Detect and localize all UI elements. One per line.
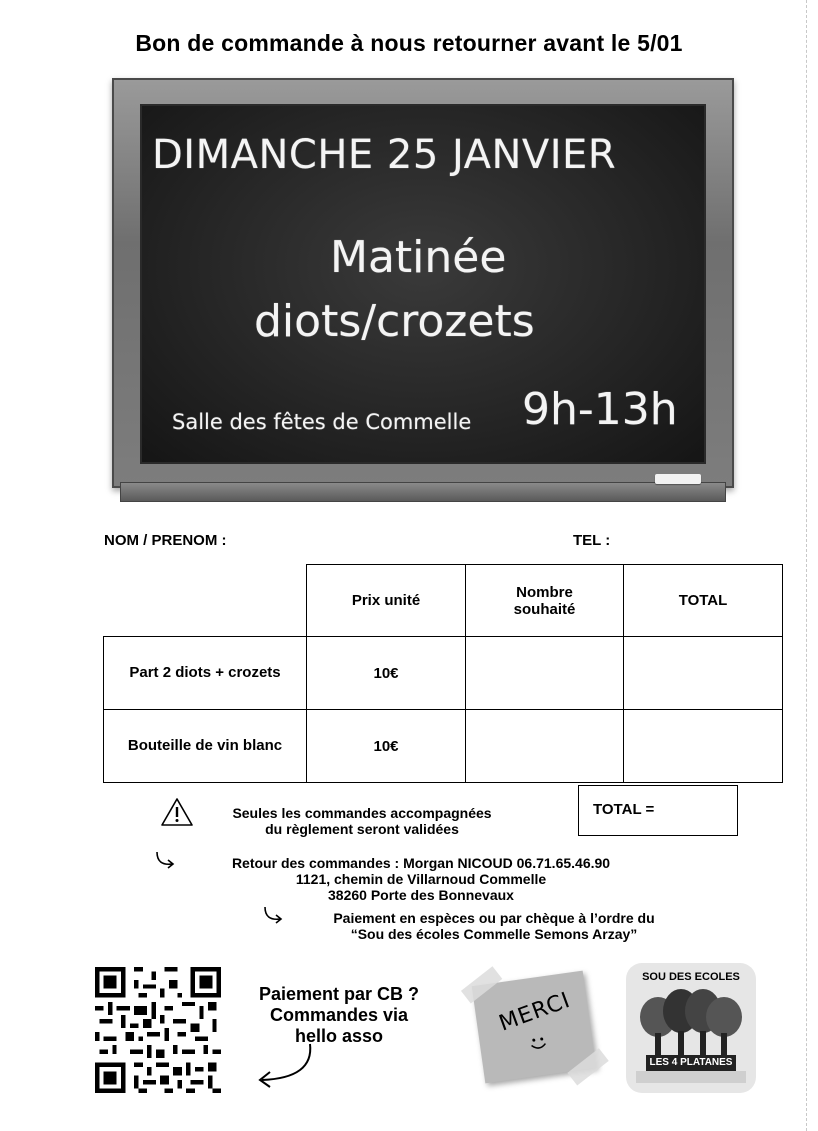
smiley-icon <box>527 1034 549 1053</box>
return-line3: 38260 Porte des Bonnevaux <box>328 887 514 903</box>
tape-strip <box>567 1048 608 1085</box>
row-quantity-cell[interactable] <box>466 710 624 783</box>
chalkboard-banner <box>112 78 734 504</box>
name-field-label: NOM / PRENOM : <box>104 532 227 549</box>
event-hours: 9h-13h <box>522 384 678 435</box>
page-edge-divider <box>806 0 807 1131</box>
merci-sticky-note <box>472 971 597 1084</box>
notice-line2: du règlement seront validées <box>265 821 459 837</box>
payment-line1: Paiement en espèces ou par chèque à l’ordre du <box>333 910 655 926</box>
notice-line1: Seules les commandes accompagnées <box>232 805 492 821</box>
table-row <box>104 710 783 783</box>
order-table <box>103 564 783 783</box>
curved-arrow-icon <box>252 1040 324 1094</box>
return-line2: 1121, chemin de Villarnoud Commelle <box>295 871 547 887</box>
payment-notice <box>196 805 528 837</box>
header-unit-price: Prix unité <box>307 565 466 637</box>
school-association-logo <box>626 963 756 1093</box>
row-price: 10€ <box>307 710 466 783</box>
tel-field-label: TEL : <box>573 532 611 549</box>
table-header-row <box>104 565 783 637</box>
header-total: TOTAL <box>624 565 783 637</box>
row-total-cell[interactable] <box>624 710 783 783</box>
event-venue: Salle des fêtes de Commelle <box>172 410 472 434</box>
cb-line1: Paiement par CB ? <box>258 984 420 1004</box>
grand-total-box[interactable] <box>578 785 738 836</box>
row-item: Bouteille de vin blanc <box>104 710 307 783</box>
tape-strip <box>461 966 502 1003</box>
payment-line2: “Sou des écoles Commelle Semons Arzay” <box>350 926 638 942</box>
event-title-line2: diots/crozets <box>254 296 535 347</box>
page-title: Bon de commande à nous retourner avant le 5/01 <box>135 30 683 56</box>
table-row <box>104 637 783 710</box>
header-quantity: Nombre souhaité <box>466 565 624 637</box>
logo-banner: LES 4 PLATANES <box>646 1055 736 1071</box>
table-corner <box>104 565 307 637</box>
qr-code[interactable] <box>95 967 221 1093</box>
payment-instructions <box>286 910 702 942</box>
event-date: DIMANCHE 25 JANVIER <box>152 132 617 178</box>
return-instructions <box>178 855 664 903</box>
return-line1: Retour des commandes : Morgan NICOUD 06.71.65.46.90 <box>231 855 611 871</box>
chalk-piece <box>655 474 701 484</box>
row-quantity-cell[interactable] <box>466 637 624 710</box>
row-price: 10€ <box>307 637 466 710</box>
warning-icon <box>160 797 194 827</box>
grand-total-label: TOTAL = <box>593 801 655 818</box>
cb-line2: Commandes via <box>269 1005 409 1025</box>
arrow-icon <box>262 905 284 925</box>
cb-line3: hello asso <box>294 1026 384 1046</box>
row-total-cell[interactable] <box>624 637 783 710</box>
logo-top-text: SOU DES ECOLES <box>642 971 740 983</box>
arrow-icon <box>154 850 176 870</box>
merci-text: MERCI <box>495 987 574 1037</box>
chalkboard-ledge <box>120 482 726 502</box>
event-title-line1: Matinée <box>330 232 507 283</box>
card-payment-callout <box>228 984 450 1047</box>
row-item: Part 2 diots + crozets <box>104 637 307 710</box>
